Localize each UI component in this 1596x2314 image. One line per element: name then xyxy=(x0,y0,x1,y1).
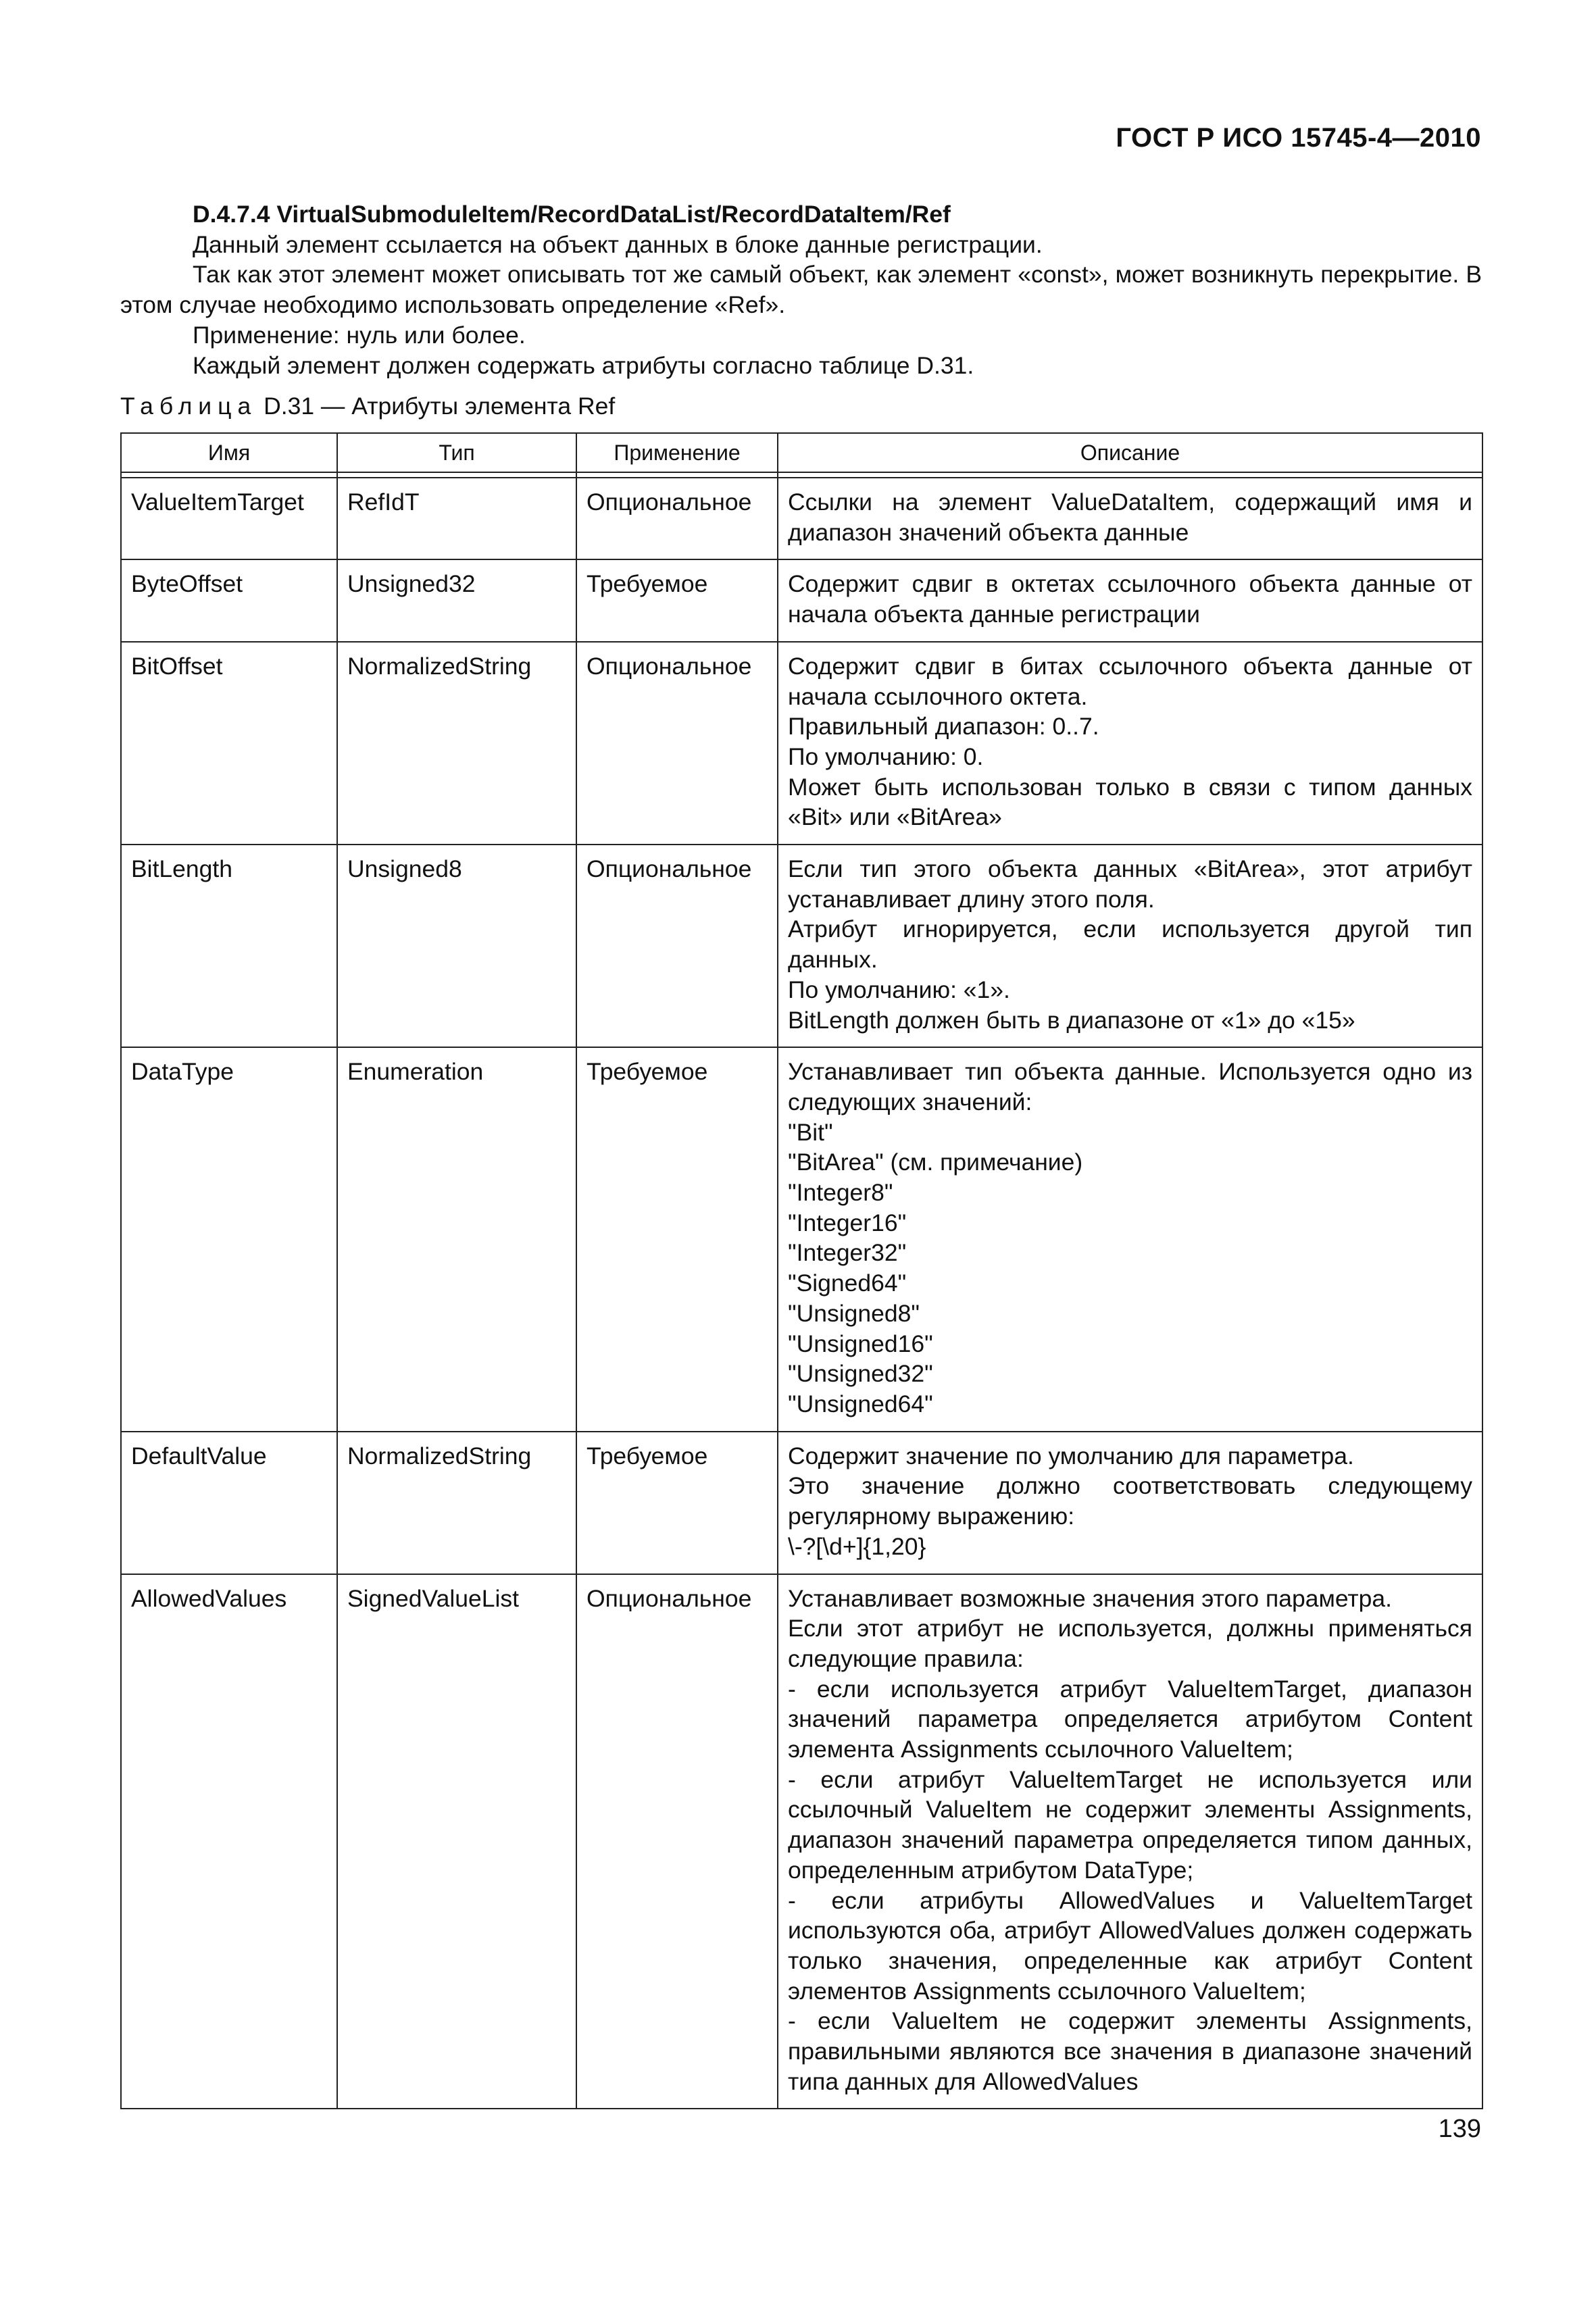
cell-name: BitLength xyxy=(121,845,337,1047)
cell-description xyxy=(778,1047,1482,1431)
header-description: Описание xyxy=(778,433,1482,472)
description-line: "Integer16" xyxy=(788,1209,907,1236)
cell-usage: Требуемое xyxy=(576,1432,778,1574)
table-row xyxy=(121,1574,1482,2109)
description-line: Если этот атрибут не используется, должны применяться следующие правила: xyxy=(788,1615,1472,1672)
table-row xyxy=(121,1047,1482,1431)
table-body xyxy=(121,478,1482,2109)
cell-description xyxy=(778,1574,1482,2109)
description-line: - если используется атрибут ValueItemTarget, диапазон значений параметра определяется атрибутом Content элемента Assignments ссылочного ValueItem; xyxy=(788,1675,1472,1763)
table-caption-text: D.31 — Атрибуты элемента Ref xyxy=(264,393,616,420)
description-line: Устанавливает возможные значения этого параметра. xyxy=(788,1584,1393,1612)
description-line: По умолчанию: «1». xyxy=(788,976,1010,1003)
cell-name: BitOffset xyxy=(121,642,337,845)
page-number: 139 xyxy=(1438,2115,1481,2143)
description-line: "Unsigned64" xyxy=(788,1390,933,1417)
description-line: "Integer8" xyxy=(788,1179,893,1207)
cell-description xyxy=(778,642,1482,845)
description-line: - если ValueItem не содержит элементы Assignments, правильными являются все значения в диапазоне значений типа данных для AllowedValues xyxy=(788,2007,1472,2095)
section-paragraph: Применение: нуль или более. xyxy=(193,321,526,349)
table-caption xyxy=(120,391,615,421)
section-block xyxy=(120,199,1482,380)
table-header-row xyxy=(121,433,1482,472)
cell-description xyxy=(778,559,1482,641)
description-line: Содержит значение по умолчанию для параметра. xyxy=(788,1442,1354,1469)
description-line: Устанавливает тип объекта данные. Используется одно из следующих значений: xyxy=(788,1058,1472,1115)
description-line: По умолчанию: 0. xyxy=(788,743,984,770)
attributes-table xyxy=(120,432,1483,2109)
description-line: Может быть использован только в связи с типом данных «Bit» или «BitArea» xyxy=(788,773,1472,831)
table-caption-label: Таблица xyxy=(120,393,257,420)
cell-type: Enumeration xyxy=(337,1047,576,1431)
description-line: - если атрибут ValueItemTarget не используется или ссылочный ValueItem не содержит элементы Assignments, диапазон значений параметра определяется типом данных, определенным атрибутом DataType; xyxy=(788,1765,1472,1884)
description-line: \-?[\d+]{1,20} xyxy=(788,1532,926,1560)
cell-name: ByteOffset xyxy=(121,559,337,641)
cell-type: Unsigned8 xyxy=(337,845,576,1047)
cell-description xyxy=(778,1432,1482,1574)
description-line: "Bit" xyxy=(788,1118,833,1146)
cell-usage: Требуемое xyxy=(576,1047,778,1431)
description-line: Правильный диапазон: 0..7. xyxy=(788,713,1099,740)
description-line: - если атрибуты AllowedValues и ValueItemTarget используются оба, атрибут AllowedValues должен содержать только значения, определенные как атрибут Content элементов Assignments ссылочного ValueItem; xyxy=(788,1886,1472,2005)
section-paragraph: Данный элемент ссылается на объект данных в блоке данные регистрации. xyxy=(193,230,1043,258)
header-name: Имя xyxy=(121,433,337,472)
description-line: BitLength должен быть в диапазоне от «1» до «15» xyxy=(788,1006,1355,1034)
cell-usage: Опциональное xyxy=(576,1574,778,2109)
cell-usage: Опциональное xyxy=(576,845,778,1047)
section-paragraph: Каждый элемент должен содержать атрибуты согласно таблице D.31. xyxy=(193,351,974,379)
cell-name: DefaultValue xyxy=(121,1432,337,1574)
table-row xyxy=(121,478,1482,559)
cell-type: NormalizedString xyxy=(337,642,576,845)
description-line: "Unsigned8" xyxy=(788,1299,920,1327)
description-line: Ссылки на элемент ValueDataItem, содержащий имя и диапазон значений объекта данные xyxy=(788,488,1472,546)
cell-type: RefIdT xyxy=(337,478,576,559)
document-id-header: ГОСТ Р ИСО 15745-4—2010 xyxy=(1116,123,1481,153)
header-usage: Применение xyxy=(576,433,778,472)
header-type: Тип xyxy=(337,433,576,472)
cell-type: NormalizedString xyxy=(337,1432,576,1574)
section-paragraph: Так как этот элемент может описывать тот же самый объект, как элемент «const», может возникнуть перекрытие. В этом случае необходимо использовать определение «Ref». xyxy=(120,261,1482,319)
cell-description xyxy=(778,845,1482,1047)
section-heading: D.4.7.4 VirtualSubmoduleItem/RecordDataList/RecordDataItem/Ref xyxy=(193,201,951,228)
cell-description xyxy=(778,478,1482,559)
cell-name: ValueItemTarget xyxy=(121,478,337,559)
cell-usage: Опциональное xyxy=(576,478,778,559)
cell-type: SignedValueList xyxy=(337,1574,576,2109)
table-row xyxy=(121,642,1482,845)
description-line: "BitArea" (см. примечание) xyxy=(788,1149,1083,1176)
table-row xyxy=(121,1432,1482,1574)
description-line: "Unsigned32" xyxy=(788,1360,933,1388)
description-line: Атрибут игнорируется, если используется другой тип данных. xyxy=(788,915,1472,974)
description-line: Содержит сдвиг в октетах ссылочного объекта данные от начала объекта данные регистрации xyxy=(788,570,1472,628)
cell-type: Unsigned32 xyxy=(337,559,576,641)
description-line: Если тип этого объекта данных «BitArea», этот атрибут устанавливает длину этого поля. xyxy=(788,855,1472,913)
cell-usage: Требуемое xyxy=(576,559,778,641)
table-row xyxy=(121,559,1482,641)
description-line: "Integer32" xyxy=(788,1239,907,1267)
header-double-rule xyxy=(121,472,1482,478)
description-line: "Unsigned16" xyxy=(788,1330,933,1357)
cell-usage: Опциональное xyxy=(576,642,778,845)
description-line: Это значение должно соответствовать следующему регулярному выражению: xyxy=(788,1472,1472,1530)
cell-name: AllowedValues xyxy=(121,1574,337,2109)
description-line: "Signed64" xyxy=(788,1269,907,1297)
cell-name: DataType xyxy=(121,1047,337,1431)
table-row xyxy=(121,845,1482,1047)
description-line: Содержит сдвиг в битах ссылочного объекта данные от начала ссылочного октета. xyxy=(788,652,1472,710)
